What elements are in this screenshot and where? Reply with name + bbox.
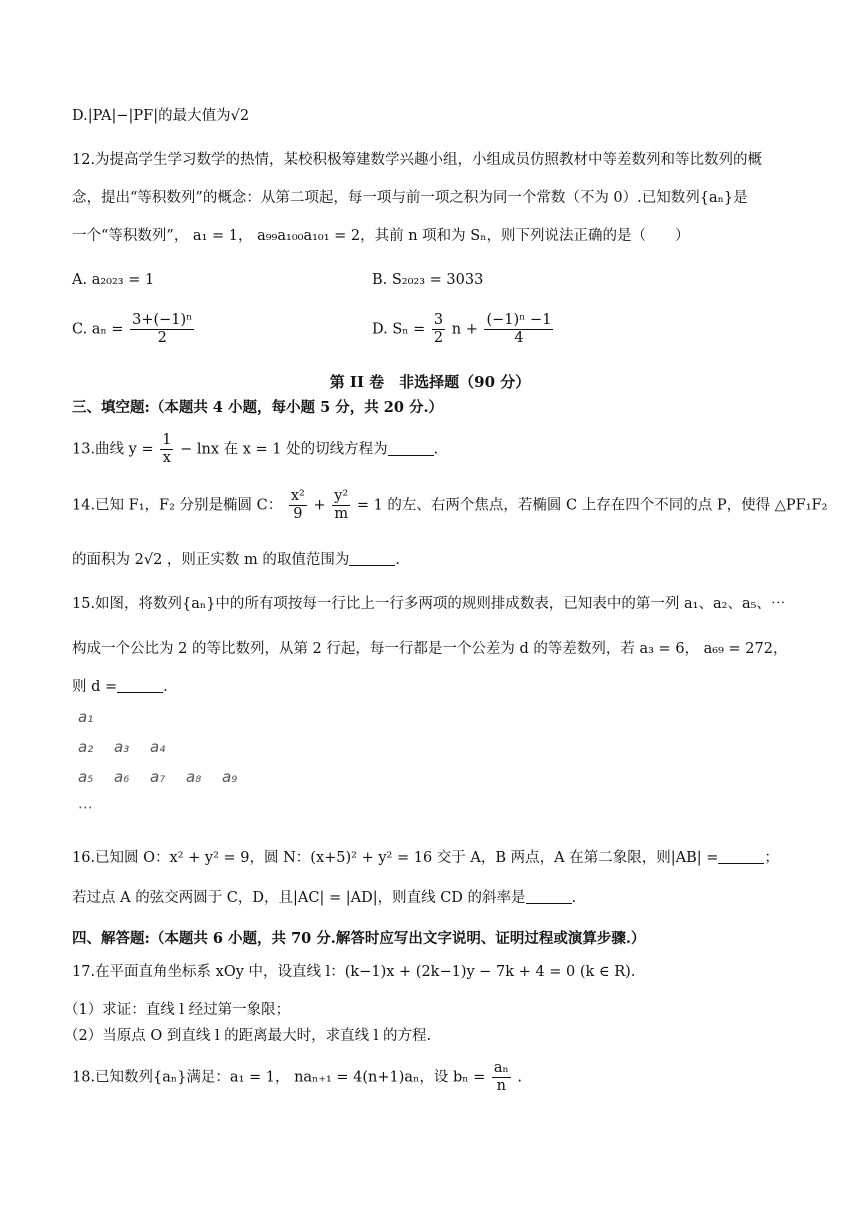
q12-line-3: 一个“等积数列”， a₁ = 1， a₉₉a₁₀₀a₁₀₁ = 2，其前 n 项和为 Sₙ，则下列说法正确的是（ ） bbox=[72, 228, 690, 244]
q15-table-cell: a₁ bbox=[78, 708, 94, 726]
q14-f2-denominator: m bbox=[334, 506, 349, 522]
q16-answer-blank-1 bbox=[718, 849, 764, 864]
q12-option-c bbox=[72, 312, 196, 347]
q12-c-label: C. aₙ = bbox=[72, 321, 124, 338]
q12-c-fraction bbox=[130, 312, 194, 347]
q14-line-1 bbox=[72, 488, 828, 523]
q12-line-2: 念，提出“等积数列”的概念：从第二项起，每一项与前一项之积为同一个常数（不为 0）.已知数列{aₙ}是 bbox=[72, 190, 748, 206]
q15-table-cell: a₄ bbox=[150, 738, 166, 756]
q15-answer-blank bbox=[117, 678, 163, 693]
q13-post: − lnx 在 x = 1 处的切线方程为 bbox=[180, 441, 388, 458]
q15-table-cell: a₃ bbox=[114, 738, 130, 756]
q12-d-fraction-1 bbox=[432, 312, 445, 347]
q18 bbox=[72, 1060, 792, 1095]
q14-f1-denominator: 9 bbox=[293, 506, 303, 522]
q15-line-1: 15.如图，将数列{aₙ}中的所有项按每一行比上一行多两项的规则排成数表，已知表中的第一列 a₁、a₂、a₅、⋯ bbox=[72, 596, 786, 612]
q16-line-1 bbox=[72, 848, 792, 868]
q16-line-2-text: 若过点 A 的弦交两圆于 C，D，且|AC| = |AD|，则直线 CD 的斜率是 bbox=[72, 890, 526, 906]
q14-f2-numerator: y² bbox=[334, 488, 349, 504]
q15-table-cell: a₂ bbox=[78, 738, 94, 756]
q11-d-expr: |PA|−|PF| bbox=[87, 108, 159, 124]
q17-line-1: 17.在平面直角坐标系 xOy 中，设直线 l：(k−1)x + (2k−1)y − 7k + 4 = 0 (k ∈ R). bbox=[72, 964, 636, 980]
part-2-title: 第 II 卷 非选择题（90 分） bbox=[329, 373, 531, 391]
q14-f1-numerator: x² bbox=[290, 488, 305, 504]
q11-d-value: √2 bbox=[230, 108, 250, 124]
q14-answer-blank bbox=[349, 551, 395, 566]
q12-line-1: 12.为提高学生学习数学的热情，某校积极筹建数学兴趣小组，小组成员仿照教材中等差数列和等比数列的概 bbox=[72, 152, 763, 168]
q14-fraction-1 bbox=[289, 488, 307, 523]
q12-d-f1-numerator: 3 bbox=[433, 312, 444, 328]
q11-d-label: D. bbox=[72, 108, 88, 124]
q13-numerator: 1 bbox=[162, 432, 172, 448]
q14-line-2-text: 的面积为 2√2 ，则正实数 m 的取值范围为 bbox=[72, 552, 350, 568]
q13 bbox=[72, 432, 792, 467]
q12-d-f2-numerator: (−1)ⁿ −1 bbox=[486, 312, 552, 328]
q12-d-label: D. Sₙ = bbox=[372, 321, 426, 338]
q15-line-2: 构成一个公比为 2 的等比数列，从第 2 行起，每一行都是一个公差为 d 的等差数列，若 a₃ = 6， a₆₉ = 272， bbox=[72, 641, 788, 657]
q12-c-denominator: 2 bbox=[157, 330, 167, 346]
q18-end: . bbox=[517, 1069, 523, 1086]
q14-end: . bbox=[395, 552, 400, 568]
q14-line-2 bbox=[72, 550, 792, 570]
q14-pre: 14.已知 F₁，F₂ 分别是椭圆 C： bbox=[72, 497, 283, 514]
q17-item-2: （2）当原点 O 到直线 l 的距离最大时，求直线 l 的方程. bbox=[64, 1028, 432, 1044]
q16-answer-blank-2 bbox=[526, 889, 572, 904]
section-4-title: 四、解答题:（本题共 6 小题，共 70 分.解答时应写出文字说明、证明过程或演算步骤.） bbox=[72, 930, 646, 947]
q12-d-f2-denominator: 4 bbox=[514, 330, 524, 346]
q15-table-cell: a₇ bbox=[150, 768, 166, 786]
q15-table-cell: a₅ bbox=[78, 768, 94, 786]
q14-plus: + bbox=[313, 497, 326, 514]
q13-end: . bbox=[433, 441, 439, 458]
q18-pre: 18.已知数列{aₙ}满足：a₁ = 1， naₙ₊₁ = 4(n+1)aₙ，设 bₙ = bbox=[72, 1069, 486, 1086]
q12-option-b: B. S₂₀₂₃ = 3033 bbox=[372, 272, 484, 288]
q12-d-f1-denominator: 2 bbox=[433, 330, 444, 346]
q12-d-fraction-2 bbox=[484, 312, 553, 347]
q15-table-cell: a₉ bbox=[222, 768, 238, 786]
q13-answer-blank bbox=[388, 441, 434, 456]
q16-line-2-end: . bbox=[571, 890, 577, 906]
q15-line-3-text: 则 d = bbox=[72, 679, 118, 695]
q16-line-2 bbox=[72, 888, 792, 908]
q14-post: = 1 的左、右两个焦点，若椭圆 C 上存在四个不同的点 P，使得 △PF₁F₂ bbox=[356, 497, 828, 514]
q14-fraction-2 bbox=[332, 488, 350, 523]
q12-d-mid: n + bbox=[451, 321, 478, 338]
q15-table-cell: a₈ bbox=[186, 768, 202, 786]
q13-fraction bbox=[160, 432, 173, 467]
q15-end: . bbox=[163, 679, 168, 695]
q12-option-a: A. a₂₀₂₃ = 1 bbox=[72, 272, 155, 288]
q18-fraction bbox=[492, 1060, 511, 1095]
q18-numerator: aₙ bbox=[493, 1060, 509, 1076]
q15-number-table bbox=[78, 708, 268, 826]
q15-line-3 bbox=[72, 677, 792, 697]
section-3-title: 三、填空题:（本题共 4 小题，每小题 5 分，共 20 分.） bbox=[72, 399, 444, 416]
q15-table-cell: a₆ bbox=[114, 768, 130, 786]
q12-c-numerator: 3+(−1)ⁿ bbox=[132, 312, 193, 328]
q16-line-1-text: 16.已知圆 O：x² + y² = 9，圆 N：(x+5)² + y² = 16 交于 A，B 两点，A 在第二象限，则|AB| = bbox=[72, 850, 719, 866]
q16-line-1-end: ； bbox=[764, 850, 779, 866]
q12-option-d bbox=[372, 312, 555, 347]
q17-item-1: （1）求证：直线 l 经过第一象限； bbox=[64, 1002, 291, 1018]
q15-table-cell: ⋯ bbox=[78, 798, 93, 816]
q13-denominator: x bbox=[162, 450, 171, 466]
q11-d-text: 的最大值为 bbox=[158, 108, 231, 124]
q11-option-d bbox=[72, 106, 792, 126]
q13-pre: 13.曲线 y = bbox=[72, 441, 154, 458]
q18-denominator: n bbox=[496, 1078, 507, 1094]
